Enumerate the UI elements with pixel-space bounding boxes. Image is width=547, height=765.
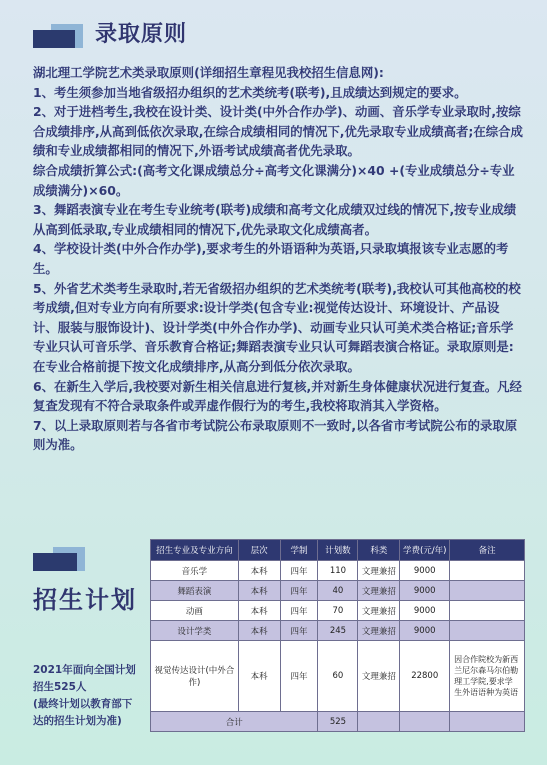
cell-plan: 60	[318, 641, 358, 712]
cell-major: 音乐学	[151, 561, 239, 581]
cell-fee: 9000	[400, 621, 450, 641]
cell-empty	[400, 712, 450, 732]
cell-fee: 9000	[400, 601, 450, 621]
section-title-admission: 录取原则	[95, 22, 188, 47]
section-title-plan: 招生计划	[33, 586, 137, 614]
cell-fee: 9000	[400, 561, 450, 581]
column-header: 层次	[238, 540, 280, 561]
principle-formula: 综合成绩折算公式:(高考文化课成绩总分÷高考文化课满分)×40 +(专业成绩总分÷专业成绩满分)×60。	[33, 162, 515, 198]
table-row	[151, 581, 525, 601]
plan-note-line: (最终计划以教育部下	[33, 698, 133, 710]
cell-fee: 9000	[400, 581, 450, 601]
cell-major: 设计学类	[151, 621, 239, 641]
principle-1: 1、考生须参加当地省级招办组织的艺术类统考(联考),且成绩达到规定的要求。	[33, 84, 467, 100]
cell-empty	[450, 712, 525, 732]
cell-plan: 110	[318, 561, 358, 581]
cell-category: 文理兼招	[358, 621, 400, 641]
table-row	[151, 641, 525, 712]
column-header: 学制	[280, 540, 318, 561]
table-total-row	[151, 712, 525, 732]
cell-level: 本科	[238, 641, 280, 712]
total-label: 合计	[151, 712, 318, 732]
cell-level: 本科	[238, 581, 280, 601]
cell-level: 本科	[238, 601, 280, 621]
principle-4: 4、学校设计类(中外合作办学),要求考生的外语语种为英语,只录取填报该专业志愿的考生。	[33, 241, 509, 276]
table-row	[151, 621, 525, 641]
principle-2: 2、对于进档考生,我校在设计类、设计类(中外合作办学)、动画、音乐学专业录取时,按综合成绩排序,从高到低依次录取,在综合成绩相同的情况下,优先录取专业成绩高者;在综合成绩和专业成绩都相同的情况下,外语考试成绩高者优先录取。	[33, 104, 523, 159]
table-row	[151, 601, 525, 621]
admission-principles	[33, 63, 523, 455]
cell-plan: 245	[318, 621, 358, 641]
section-icon	[33, 24, 83, 48]
cell-plan: 40	[318, 581, 358, 601]
cell-note: 因合作院校为新西兰尼尔森马尔伯勒理工学院,要求学生外语语种为英语	[450, 641, 525, 712]
plan-note-line: 招生525人	[33, 681, 87, 693]
cell-years: 四年	[280, 561, 318, 581]
cell-note	[450, 621, 525, 641]
principle-3: 3、舞蹈表演专业在考生专业统考(联考)成绩和高考文化成绩双过线的情况下,按专业成绩从高到低录取,专业成绩相同的情况下,优先录取文化成绩高者。	[33, 202, 517, 237]
enrollment-plan-table	[150, 539, 525, 732]
cell-years: 四年	[280, 621, 318, 641]
cell-empty	[358, 712, 400, 732]
column-header: 备注	[450, 540, 525, 561]
cell-note	[450, 561, 525, 581]
cell-level: 本科	[238, 561, 280, 581]
cell-category: 文理兼招	[358, 581, 400, 601]
principle-7: 7、以上录取原则若与各省市考试院公布录取原则不一致时,以各省市考试院公布的录取原则为准。	[33, 417, 518, 453]
cell-years: 四年	[280, 641, 318, 712]
cell-category: 文理兼招	[358, 601, 400, 621]
total-value: 525	[318, 712, 358, 732]
cell-category: 文理兼招	[358, 561, 400, 581]
plan-note	[33, 662, 143, 730]
cell-note	[450, 581, 525, 601]
cell-years: 四年	[280, 601, 318, 621]
cell-major: 视觉传达设计(中外合作)	[151, 641, 239, 712]
section-icon	[33, 547, 85, 571]
column-header: 招生专业及专业方向	[151, 540, 239, 561]
plan-note-line: 达的招生计划为准)	[33, 715, 122, 727]
principle-5: 5、外省艺术类考生录取时,若无省级招办组织的艺术类统考(联考),我校认可其他高校的校考成绩,但对专业方向有所要求:设计学类(包含专业:视觉传达设计、环境设计、产品设计、服装与服饰设计)、设计学类(中外合作办学)、动画专业只认可美术类合格证;音乐学专业只认可音乐学、音乐教育合格证;舞蹈表演专业只认可舞蹈表演合格证。录取原则是:在专业合格前提下按文化成绩排序,从高分到低分依次录取。	[33, 280, 521, 374]
principles-intro: 湖北理工学院艺术类录取原则(详细招生章程见我校招生信息网):	[33, 65, 384, 80]
cell-note	[450, 601, 525, 621]
column-header: 科类	[358, 540, 400, 561]
table-row	[151, 561, 525, 581]
principle-6: 6、在新生入学后,我校要对新生相关信息进行复核,并对新生身体健康状况进行复查。凡经复查发现有不符合录取条件或弄虚作假行为的考生,我校将取消其入学资格。	[33, 378, 522, 414]
cell-category: 文理兼招	[358, 641, 400, 712]
cell-major: 舞蹈表演	[151, 581, 239, 601]
column-header: 学费(元/年)	[400, 540, 450, 561]
cell-plan: 70	[318, 601, 358, 621]
cell-level: 本科	[238, 621, 280, 641]
plan-note-line: 2021年面向全国计划	[33, 664, 136, 676]
cell-years: 四年	[280, 581, 318, 601]
cell-major: 动画	[151, 601, 239, 621]
column-header: 计划数	[318, 540, 358, 561]
cell-fee: 22800	[400, 641, 450, 712]
